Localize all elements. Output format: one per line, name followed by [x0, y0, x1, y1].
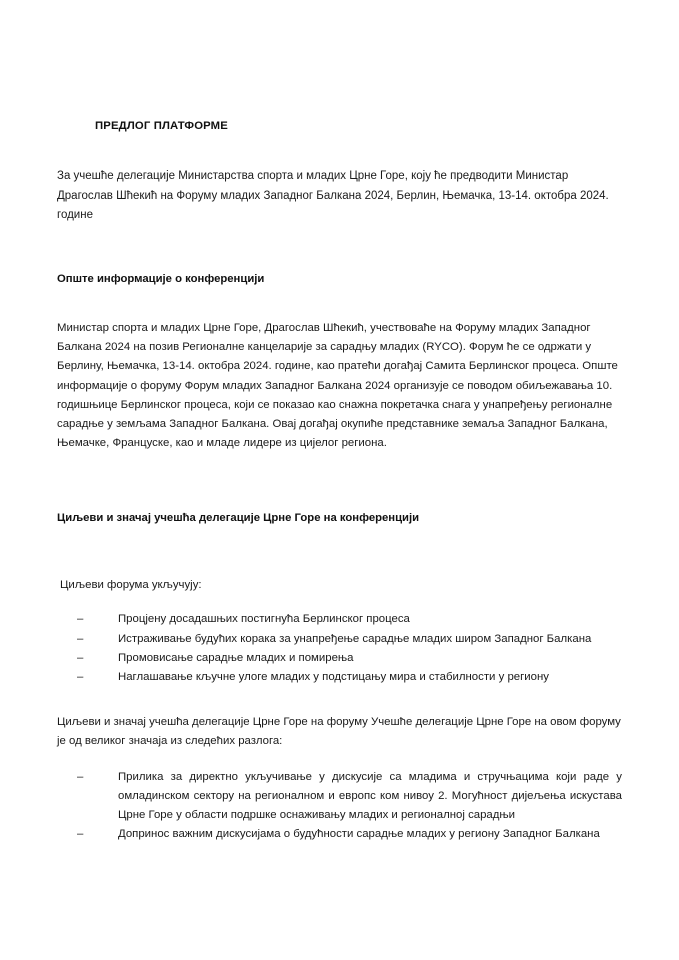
dash-bullet-icon: –: [77, 671, 84, 683]
dash-bullet-icon: –: [77, 632, 84, 645]
list-item: [77, 768, 622, 826]
list-item: [77, 668, 622, 687]
section-paragraph-general-information: Министар спорта и младих Црне Горе, Драгослав Шћекић, учествоваће на Форуму младих Западног Балкана 2024 на позив Регионалне канцеларије за сарадњу младих (RYCO). Форум ће се одржати у Берлину, Њемачка, 13-14. октобра 2024. године, као пратећи догађај Самита Берлинског процеса. Опште информације о форуму Форум младих Западног Балкана 2024 организује се поводом обиљежавања 10. годишњице Берлинског процеса, који се показао као снажна покретачка снага у унапређењу регионалне сарадње у земљама Западног Балкана. Овај догађај окупиће представнике земаља Западног Балкана, Њемачке, Француске, као и младе лидере из цијелог региона.: [57, 321, 618, 450]
goals-list: [57, 595, 622, 687]
list-item: [77, 649, 622, 668]
list-item-label: Процјену досадашњих постигнућа Берлинског процеса: [118, 613, 410, 626]
goals-lead-line: Циљеви форума укључују:: [60, 579, 202, 592]
list-item-label: Истраживање будућих корака за унапређење сарадње младих широм Западног Балкана: [118, 632, 592, 645]
list-item: [77, 825, 622, 844]
document-content-column: [57, 0, 622, 844]
dash-bullet-icon: –: [77, 651, 84, 664]
list-item-label: Промовисање сарадње младих и помирења: [118, 651, 354, 664]
list-item: [77, 630, 622, 649]
dash-bullet-icon: –: [77, 613, 84, 626]
dash-bullet-icon: –: [77, 828, 84, 841]
list-item-label: Наглашавање кључне улоге младих у подстицању мира и стабилности у региону: [118, 671, 549, 683]
section-heading-goals-and-significance: Циљеви и значај учешћа делегације Црне Горе на конференцији: [57, 512, 420, 525]
significance-paragraph: Циљеви и значај учешћа делегације Црне Горе на форуму Учешће делегације Црне Горе на овом форуму је од великог значаја из следећих разлога:: [57, 716, 621, 748]
list-item: [77, 610, 622, 629]
list-item-label: Прилика за директно укључивање у дискусије са младима и стручњацима који раде у омладинском сектору на регионалном и европс ком нивоу 2. Могућност дијељења искустава Црне Горе у области подршке оснаживању младих и регионалној сарадњи: [118, 770, 622, 822]
section-heading-general-information: Опште информације о конференцији: [57, 273, 265, 286]
list-item-label: Допринос важним дискусијама о будућности сарадње младих у региону Западног Балкана: [118, 828, 600, 841]
dash-bullet-icon: –: [77, 770, 84, 783]
intro-paragraph: За учешће делегације Министарства спорта и младих Црне Горе, коју ће предводити Министар Драгослав Шћекић на Форуму младих Западног Балкана 2024, Берлин, Њемачка, 13-14. октобра 2024. године: [57, 170, 609, 221]
page-title: ПРЕДЛОГ ПЛАТФОРМЕ: [95, 120, 228, 132]
reasons-list: [57, 752, 622, 845]
